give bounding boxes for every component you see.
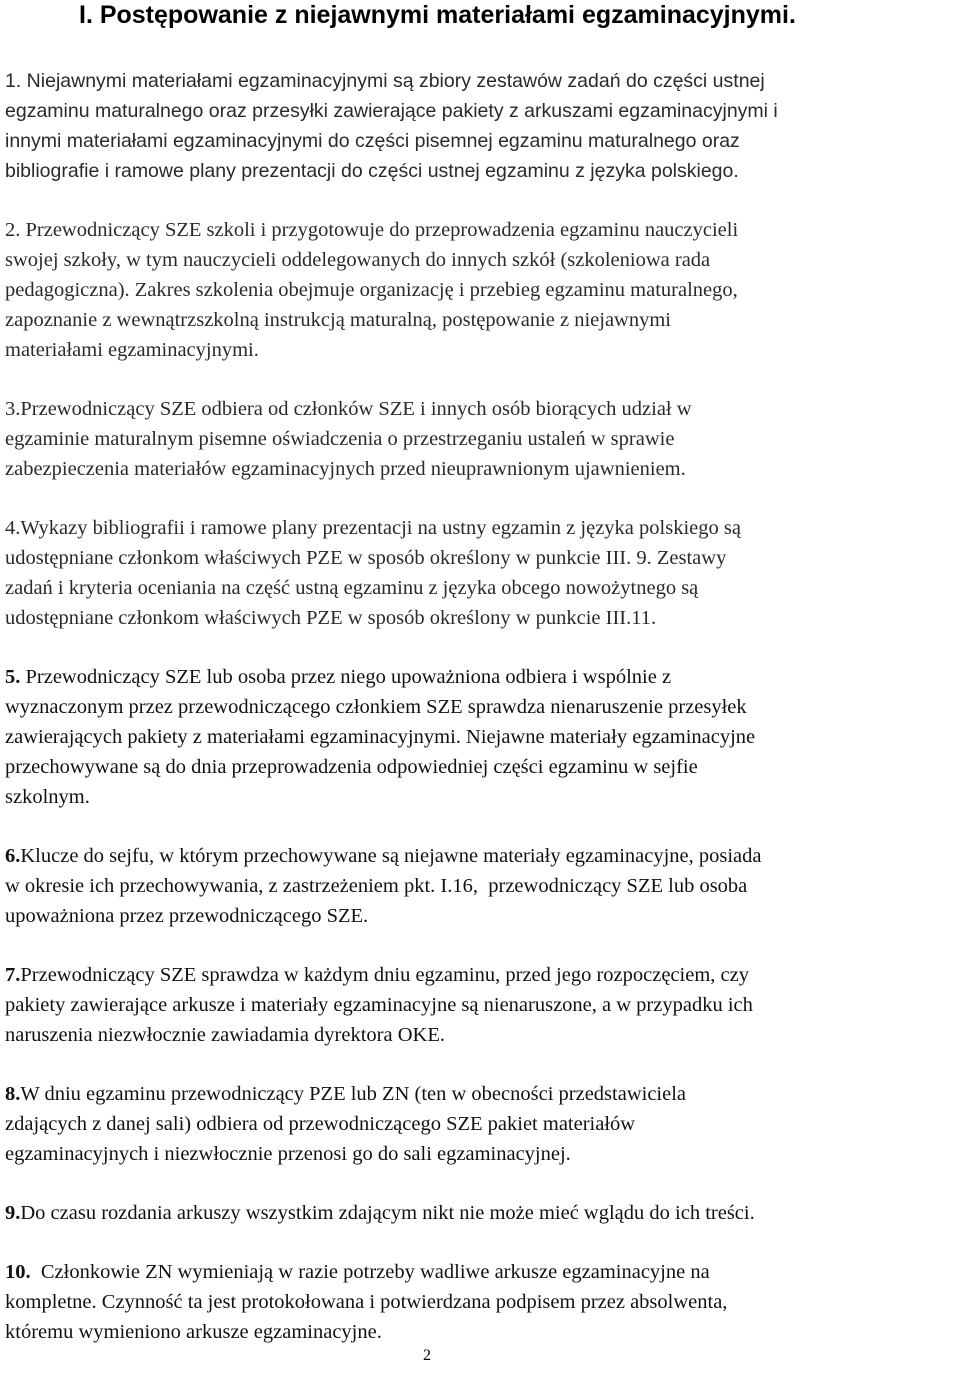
paragraph-number: 9. [5,1202,21,1224]
paragraph-text: Klucze do sejfu, w którym przechowywane są niejawne materiały egzaminacyjne, posiada [20,845,762,867]
paragraph-line: wyznaczonym przez przewodniczącego członkiem SZE sprawdza nienaruszenie przesyłek [5,696,747,718]
paragraph-line: zawierających pakiety z materiałami egzaminacyjnymi. Niejawne materiały egzaminacyjne [5,726,756,748]
paragraph-line: 1. Niejawnymi materiałami egzaminacyjnymi są zbiory zestawów zadań do części ustnej [5,70,765,92]
paragraph-2 [5,215,957,365]
paragraph-6 [5,841,957,931]
paragraph-line: naruszenia niezwłocznie zawiadamia dyrektora OKE. [5,1024,445,1046]
paragraph-line: zapoznanie z wewnątrzszkolną instrukcją maturalną, postępowanie z niejawnymi [5,309,671,331]
paragraph-number: 5. [5,666,21,688]
paragraph-line: egzaminie maturalnym pisemne oświadczenia o przestrzeganiu ustaleń w sprawie [5,428,675,450]
paragraph-line: zabezpieczenia materiałów egzaminacyjnych przed nieuprawnionym ujawnieniem. [5,458,686,480]
paragraph-line: upoważniona przez przewodniczącego SZE. [5,905,369,927]
paragraph-4 [5,513,957,633]
paragraph-line: 2. Przewodniczący SZE szkoli i przygotowuje do przeprowadzenia egzaminu nauczycieli [5,219,739,241]
paragraph-text: Przewodniczący SZE lub osoba przez niego upoważniona odbiera i wspólnie z [20,666,672,688]
paragraph-line [5,960,957,990]
paragraph-line: zdających z danej sali) odbiera od przewodniczącego SZE pakiet materiałów [5,1113,636,1135]
paragraph-number: 6. [5,845,21,867]
paragraph-number: 8. [5,1083,21,1105]
paragraph-line [5,1257,957,1287]
paragraph-line: 4.Wykazy bibliografii i ramowe plany prezentacji na ustny egzamin z języka polskiego są [5,517,741,539]
paragraph-line [5,662,957,692]
paragraph-8 [5,1079,957,1169]
paragraph-text: Członkowie ZN wymieniają w razie potrzeby wadliwe arkusze egzaminacyjne na [30,1261,710,1283]
paragraph-line: pedagogiczna). Zakres szkolenia obejmuje organizację i przebieg egzaminu maturalnego, [5,279,738,301]
paragraph-line: 3.Przewodniczący SZE odbiera od członków SZE i innych osób biorących udział w [5,398,692,420]
paragraph-line: materiałami egzaminacyjnymi. [5,339,259,361]
paragraph-line: egzaminu maturalnego oraz przesyłki zawierające pakiety z arkuszami egzaminacyjnymi i [5,100,778,122]
paragraph-line [5,1198,957,1228]
paragraph-number: 7. [5,964,21,986]
paragraph-line: szkolnym. [5,786,90,808]
paragraph-line: kompletne. Czynność ta jest protokołowana i potwierdzana podpisem przez absolwenta, [5,1291,728,1313]
paragraph-text: Do czasu rozdania arkuszy wszystkim zdającym nikt nie może mieć wglądu do ich treści. [20,1202,755,1224]
paragraph-line [5,1079,957,1109]
paragraph-5 [5,662,957,812]
paragraph-text: W dniu egzaminu przewodniczący PZE lub ZN (ten w obecności przedstawiciela [20,1083,687,1105]
document-body [5,66,957,1376]
page-number: 2 [423,1347,431,1364]
paragraph-line: któremu wymieniono arkusze egzaminacyjne. [5,1321,382,1343]
paragraph-line: swojej szkoły, w tym nauczycieli oddelegowanych do innych szkół (szkoleniowa rada [5,249,711,271]
paragraph-line: udostępniane członkom właściwych PZE w sposób określony w punkcie III. 9. Zestawy [5,547,727,569]
paragraph-10 [5,1257,957,1347]
paragraph-1 [5,66,957,186]
paragraph-7 [5,960,957,1050]
paragraph-line [5,841,957,871]
paragraph-line: udostępniane członkom właściwych PZE w sposób określony w punkcie III.11. [5,607,657,629]
paragraph-line: zadań i kryteria oceniania na część ustną egzaminu z języka obcego nowożytnego są [5,577,699,599]
paragraph-line: w okresie ich przechowywania, z zastrzeżeniem pkt. I.16, przewodniczący SZE lub osoba [5,875,748,897]
paragraph-line: bibliografie i ramowe plany prezentacji do części ustnej egzaminu z języka polskiego. [5,160,739,182]
paragraph-line: egzaminacyjnych i niezwłocznie przenosi go do sali egzaminacyjnej. [5,1143,571,1165]
paragraph-line: pakiety zawierające arkusze i materiały egzaminacyjne są nienaruszone, a w przypadku ich [5,994,753,1016]
paragraph-3 [5,394,957,484]
section-title: I. Postępowanie z niejawnymi materiałami egzaminacyjnymi. [79,1,796,29]
paragraph-9 [5,1198,957,1228]
paragraph-number: 10. [5,1261,31,1283]
paragraph-line: przechowywane są do dnia przeprowadzenia odpowiedniej części egzaminu w sejfie [5,756,698,778]
paragraph-text: Przewodniczący SZE sprawdza w każdym dniu egzaminu, przed jego rozpoczęciem, czy [20,964,749,986]
paragraph-line: innymi materiałami egzaminacyjnymi do części pisemnej egzaminu maturalnego oraz [5,130,740,152]
